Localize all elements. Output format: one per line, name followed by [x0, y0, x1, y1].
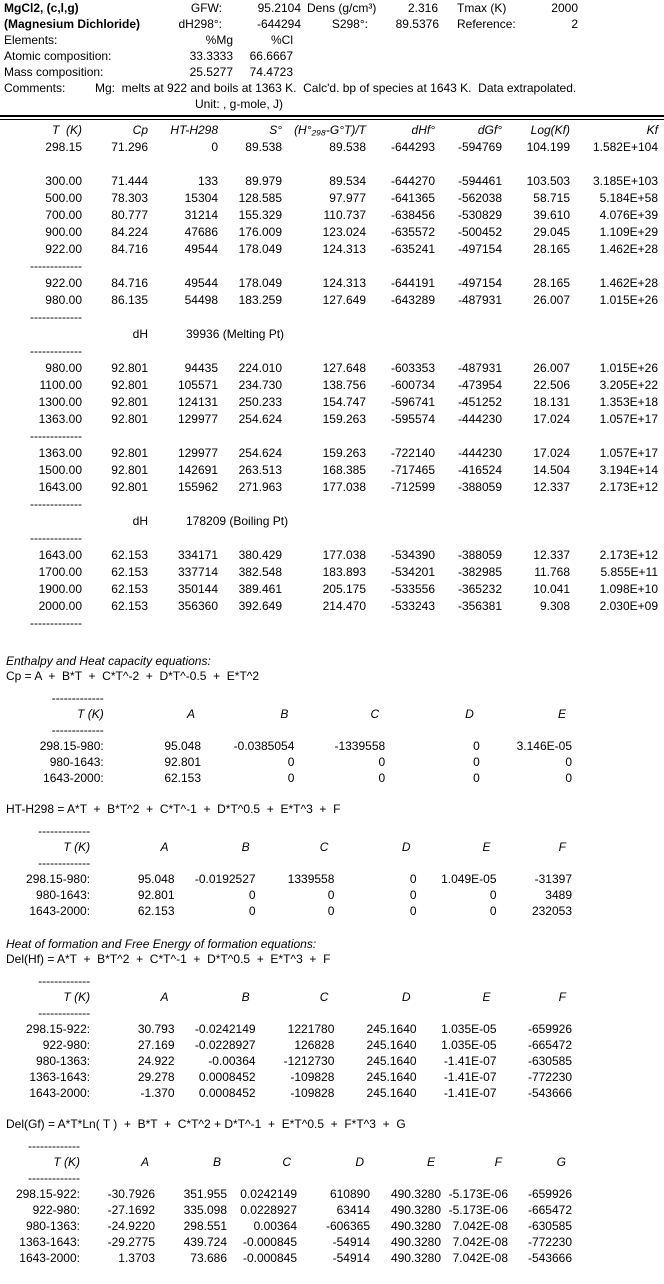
table-row: 922.00 84.716 49544 178.049 124.313 -644191 -497154 28.165 1.462E+28 — [45, 276, 658, 290]
transition-row — [0, 326, 658, 343]
atomic-composition-row — [0, 48, 664, 64]
s298-value: 89.5376 — [395, 17, 439, 31]
table-row: 980.00 92.801 94435 224.010 127.648 -603353 -487931 26.007 1.015E+26 — [45, 361, 658, 375]
table-row: 300.00 71.444 133 89.979 89.534 -644270 -594461 103.503 3.185E+103 — [45, 174, 658, 188]
table-row: 1643-2000: 1.3703 73.686 -0.000845 -54914 490.3280 7.042E-08 -543666 — [19, 1251, 572, 1265]
ht-h298-coefficients-table — [0, 823, 572, 919]
table-row: 1500.00 92.801 142691 263.513 168.385 -717465 -416524 14.504 3.194E+14 — [38, 463, 658, 477]
dh298-value: -644294 — [256, 17, 301, 31]
separator-row: ------------- — [38, 974, 91, 988]
table-header-row: T (K) A B C D E F G — [53, 1155, 566, 1169]
table-row: 980-1363: -24.9220 298.551 0.00364 -606365 490.3280 7.042E-08 -630585 — [25, 1219, 572, 1233]
unit-row — [0, 96, 664, 112]
element-col-mg: %Mg — [205, 33, 233, 47]
ht-h298-equation: HT-H298 = A*T + B*T^2 + C*T^-1 + D*T^0.5 + E*T^3 + F — [6, 802, 341, 816]
mass-composition-label: Mass composition: — [4, 65, 104, 79]
table-row: 922-980: 27.169 -0.0228927 126828 245.1640 1.035E-05 -665472 — [42, 1038, 572, 1052]
main-thermo-table — [0, 122, 658, 632]
element-col-cl: %Cl — [270, 33, 293, 47]
reference-label: Reference: — [457, 17, 516, 31]
blank-row — [0, 156, 658, 173]
del-gf-equation: Del(Gf) = A*T*Ln( T ) + B*T + C*T^2 + D*T^-1 + E*T^0.5 + F*T^3 + G — [6, 1117, 406, 1131]
cp-equation: Cp = A + B*T + C*T^-2 + D*T^-0.5 + E*T^2 — [6, 669, 260, 683]
del-hf-coefficients-table — [0, 973, 572, 1101]
separator-row: ------------- — [28, 1139, 80, 1153]
dh298-label: dH298°: — [178, 17, 222, 31]
species-formula: MgCl2, (c,l,g) — [4, 1, 79, 15]
del-hf-equation-section — [0, 937, 664, 1101]
density-label: Dens (g/cm³) — [307, 1, 377, 15]
table-row: 298.15-980: 95.048 -0.0385054 -1339558 0 3.146E-05 — [39, 739, 572, 753]
table-row: 980-1363: 24.922 -0.00364 -1212730 245.1640 -1.41E-07 -630585 — [36, 1054, 572, 1068]
table-header-row: T (K) A B C D E F — [63, 840, 566, 854]
table-row: 1300.00 92.801 124131 250.233 154.747 -596741 -451252 18.131 1.353E+18 — [38, 395, 658, 409]
table-header-row: T (K) Cp HT-H298 S° (H°₂₉₈-G°T)/T dHf° dGf° Log(Kf) Kf — [52, 123, 658, 137]
cp-equation-section — [0, 654, 664, 786]
table-row: 980.00 86.135 54498 183.259 127.649 -643289 -487931 26.007 1.015E+26 — [45, 293, 658, 307]
table-row: 2000.00 62.153 356360 392.649 214.470 -533243 -356381 9.308 2.030E+09 — [38, 599, 658, 613]
table-row: 1643-2000: 62.153 0 0 0 0 — [43, 771, 572, 785]
comments-label: Comments: — [4, 81, 66, 95]
del-gf-equation-section — [0, 1117, 664, 1266]
atomic-composition-label: Atomic composition: — [4, 49, 112, 63]
table-row: 1363-1643: 29.278 0.0008452 -109828 245.1640 -1.41E-07 -772230 — [29, 1070, 572, 1084]
table-row: 1363-1643: -29.2775 439.724 -0.000845 -54914 490.3280 7.042E-08 -772230 — [19, 1235, 572, 1249]
table-row: 700.00 80.777 31214 155.329 110.737 -638456 -530829 39.610 4.076E+39 — [45, 208, 658, 222]
gfw-label: GFW: — [190, 1, 222, 15]
table-row: 980-1643: 92.801 0 0 0 0 — [49, 755, 572, 769]
unit-text: Unit: , g-mole, J) — [195, 97, 284, 111]
ht-h298-equation-section — [0, 802, 664, 919]
table-row: 298.15-922: -30.7926 351.955 0.0242149 610890 490.3280 -5.173E-06 -659926 — [15, 1187, 572, 1201]
table-row: 922.00 84.716 49544 178.049 124.313 -635241 -497154 28.165 1.462E+28 — [45, 242, 658, 256]
density-value: 2.316 — [407, 1, 438, 15]
dh-label: dH — [132, 514, 148, 528]
mass-cl-value: 74.4723 — [249, 65, 293, 79]
separator-row: ------------- — [30, 497, 82, 511]
section-title: Heat of formation and Free Energy of formation equations: — [6, 937, 317, 951]
tmax-value: 2000 — [551, 1, 578, 15]
transition-value: 39936 (Melting Pt) — [186, 327, 285, 341]
table-row: 298.15-980: 95.048 -0.0192527 1339558 0 1.049E-05 -31397 — [26, 872, 572, 886]
table-row: 1100.00 92.801 105571 234.730 138.756 -600734 -473954 22.506 3.205E+22 — [39, 378, 658, 392]
double-rule — [0, 115, 664, 120]
table-row: 298.15-922: 30.793 -0.0242149 1221780 245.1640 1.035E-05 -659926 — [26, 1022, 572, 1036]
separator-row: ------------- — [51, 691, 104, 705]
table-row: 1643-2000: 62.153 0 0 0 0 232053 — [29, 904, 572, 918]
table-row: 1363.00 92.801 129977 254.624 159.263 -595574 -444230 17.024 1.057E+17 — [38, 412, 658, 426]
table-row: 922-980: -27.1692 335.098 0.0228927 63414 490.3280 -5.173E-06 -665472 — [32, 1203, 572, 1217]
table-header-row: T (K) A B C D E — [77, 707, 566, 721]
del-hf-equation: Del(Hf) = A*T + B*T^2 + C*T^-1 + D*T^0.5 + E*T^3 + F — [6, 952, 331, 966]
table-row: 1643.00 62.153 334171 380.429 177.038 -534390 -388059 12.337 2.173E+12 — [38, 548, 658, 562]
table-row: 1900.00 62.153 350144 389.461 205.175 -533556 -365232 10.041 1.098E+10 — [38, 582, 658, 596]
separator-row: ------------- — [38, 856, 91, 870]
atomic-cl-value: 66.6667 — [249, 49, 293, 63]
table-row: 1643-2000: -1.370 0.0008452 -109828 245.1640 -1.41E-07 -543666 — [29, 1086, 572, 1100]
table-row: 1643.00 92.801 155962 271.963 177.038 -712599 -388059 12.337 2.173E+12 — [38, 480, 658, 494]
separator-row: ------------- — [30, 616, 82, 630]
table-row: 500.00 78.303 15304 128.585 97.977 -641365 -562038 58.715 5.184E+58 — [45, 191, 658, 205]
separator-row: ------------- — [28, 1171, 80, 1185]
species-name: (Magnesium Dichloride) — [4, 17, 141, 31]
separator-row: ------------- — [38, 824, 91, 838]
header-line-1 — [0, 0, 664, 16]
mass-composition-row — [0, 64, 664, 80]
table-header-row: T (K) A B C D E F — [63, 990, 566, 1004]
comments-text: Mg: melts at 922 and boils at 1363 K. Calc'd. bp of species at 1643 K. Data extrapolated. — [95, 81, 577, 95]
table-row: 1700.00 62.153 337714 382.548 183.893 -534201 -382985 11.768 5.855E+11 — [38, 565, 658, 579]
elements-label: Elements: — [4, 33, 58, 47]
separator-row: ------------- — [51, 723, 104, 737]
atomic-mg-value: 33.3333 — [189, 49, 233, 63]
table-row: 980-1643: 92.801 0 0 0 0 3489 — [36, 888, 572, 902]
del-gf-coefficients-table — [0, 1138, 572, 1266]
table-row: 900.00 84.224 47686 176.009 123.024 -635572 -500452 29.045 1.109E+29 — [45, 225, 658, 239]
separator-row: ------------- — [30, 310, 82, 324]
tmax-label: Tmax (K) — [457, 1, 507, 15]
s298-label: S298°: — [331, 17, 368, 31]
separator-row: ------------- — [38, 1006, 91, 1020]
separator-row: ------------- — [30, 429, 82, 443]
separator-row: ------------- — [30, 531, 82, 545]
separator-row: ------------- — [30, 344, 82, 358]
gfw-value: 95.2104 — [257, 1, 301, 15]
mass-mg-value: 25.5277 — [189, 65, 233, 79]
elements-row — [0, 32, 664, 48]
transition-row — [0, 513, 658, 530]
separator-row: ------------- — [30, 259, 82, 273]
dh-label: dH — [132, 327, 148, 341]
transition-value: 178209 (Boiling Pt) — [186, 514, 289, 528]
table-row: 1363.00 92.801 129977 254.624 159.263 -722140 -444230 17.024 1.057E+17 — [38, 446, 658, 460]
cp-coefficients-table — [0, 690, 572, 786]
reference-value: 2 — [571, 17, 578, 31]
section-title: Enthalpy and Heat capacity equations: — [6, 654, 211, 668]
header-line-2 — [0, 16, 664, 32]
comments-row — [0, 80, 664, 96]
table-row: 298.15 71.296 0 89.538 89.538 -644293 -594769 104.199 1.582E+104 — [45, 140, 658, 154]
